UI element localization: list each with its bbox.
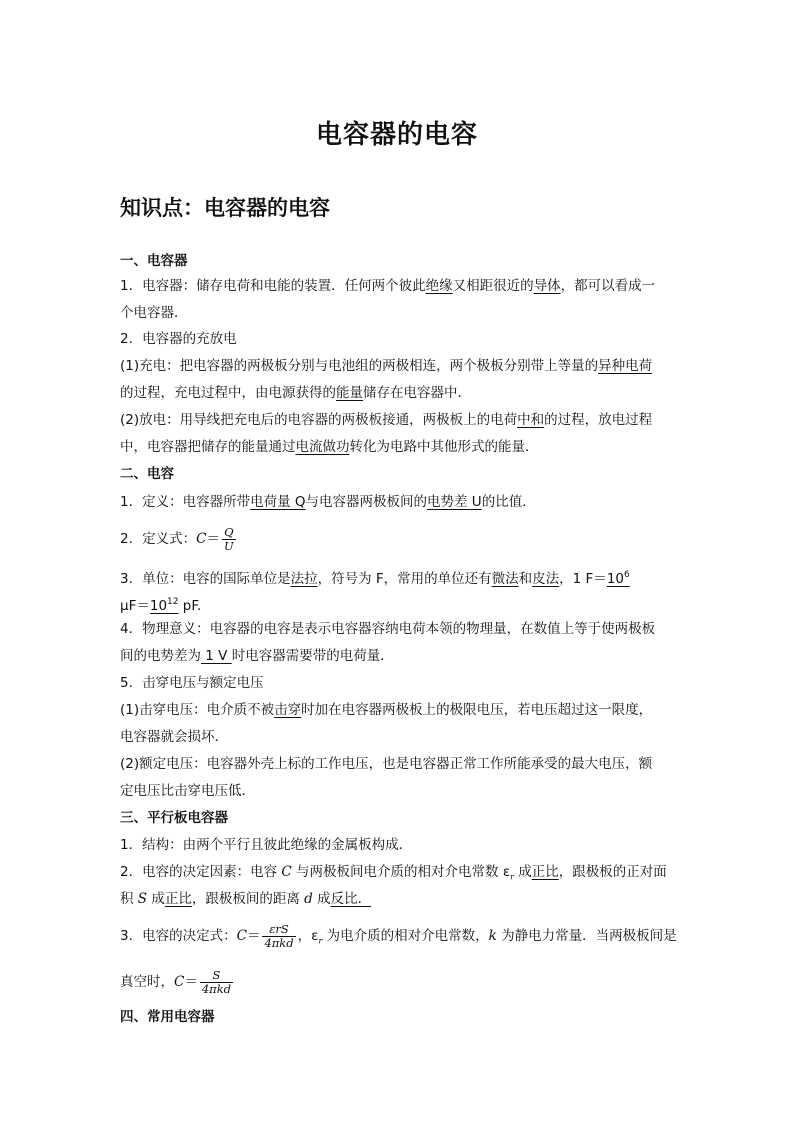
para-line: 1．结构：由两个平行且彼此绝缘的金属板构成． <box>120 837 413 853</box>
para-line: 个电容器． <box>120 305 188 321</box>
para-line: 5．击穿电压与额定电压 <box>120 675 264 691</box>
heading-capacitor: 一、电容器 <box>120 253 188 269</box>
formula-line: 真空时，C＝ $\frac{S}{\text{4πkd}}$ <box>120 967 232 996</box>
para-line: 间的电势差为 1 V 时电容器需要带的电荷量． <box>120 648 394 664</box>
heading-capacitance: 二、电容 <box>120 466 174 482</box>
fraction: $\frac{\text{εrS}}{\text{4πkd}}$ <box>264 921 294 950</box>
para-line: (1)充电：把电容器的两极板分别与电池组的两极相连，两个极板分别带上等量的异种电荷 <box>120 358 653 374</box>
para-line: 3．单位：电容的国际单位是法拉，符号为 F，常用的单位还有微法和皮法，1 $F=10^6$ <box>120 570 630 587</box>
para-line: 的过程，充电过程中，由电源获得的能量储存在电容器中． <box>120 385 471 401</box>
para-line: 电容器就会损坏． <box>120 729 228 745</box>
para-line: (2)额定电压：电容器外壳上标的工作电压，也是电容器正常工作所能承受的最大电压，额 <box>120 756 653 772</box>
para-line: 2．电容器的充放电 <box>120 331 237 347</box>
formula-line: 3．电容的决定式：C＝ $\frac{\text{εrS}}{\text{4πkd}}$ ，$\varepsilon_r$ 为电介质的相对介电常数，k 为静电力常量．当两极板间是 <box>120 921 677 950</box>
para-line: 积 S 成正比，跟极板间的距离 d 成反比． <box>120 891 372 907</box>
fraction: $\frac{Q}{U}$ <box>223 524 234 553</box>
formula-line: 2．定义式：C＝ $\frac{Q}{U}$ <box>120 524 234 553</box>
para-line: 4．物理意义：电容器的电容是表示电容器容纳电荷本领的物理量，在数值上等于使两极板 <box>120 621 656 637</box>
para-line: 中，电容器把储存的能量通过电流做功转化为电路中其他形式的能量． <box>120 439 539 455</box>
para-line: 2．电容的决定因素：电容 C 与两极板间电介质的相对介电常数 $\varepsilon_r$ 成正比，跟极板的正对面 <box>120 864 667 882</box>
fraction: $\frac{S}{\text{4πkd}}$ <box>201 967 232 996</box>
heading-parallel-plate: 三、平行板电容器 <box>120 810 228 826</box>
para-line: 1．定义：电容器所带电荷量 Q与电容器两极板间的电势差 U的比值． <box>120 494 536 510</box>
para-line: 1．电容器：储存电荷和电能的装置．任何两个彼此绝缘又相距很近的导体，都可以看成一 <box>120 278 656 294</box>
para-line: (1)击穿电压：电介质不被击穿时加在电容器两极板上的极限电压，若电压超过这一限度， <box>120 702 653 718</box>
para-line: 定电压比击穿电压低． <box>120 783 255 799</box>
para-line: (2)放电：用导线把充电后的电容器的两极板接通，两极板上的电荷中和的过程，放电过程 <box>120 412 653 428</box>
page-title: 电容器的电容 <box>315 120 478 150</box>
section-heading: 知识点：电容器的电容 <box>120 196 330 220</box>
para-line: $\mu F=10^{12}$ pF. <box>120 597 202 614</box>
heading-common-capacitors: 四、常用电容器 <box>120 1009 215 1025</box>
